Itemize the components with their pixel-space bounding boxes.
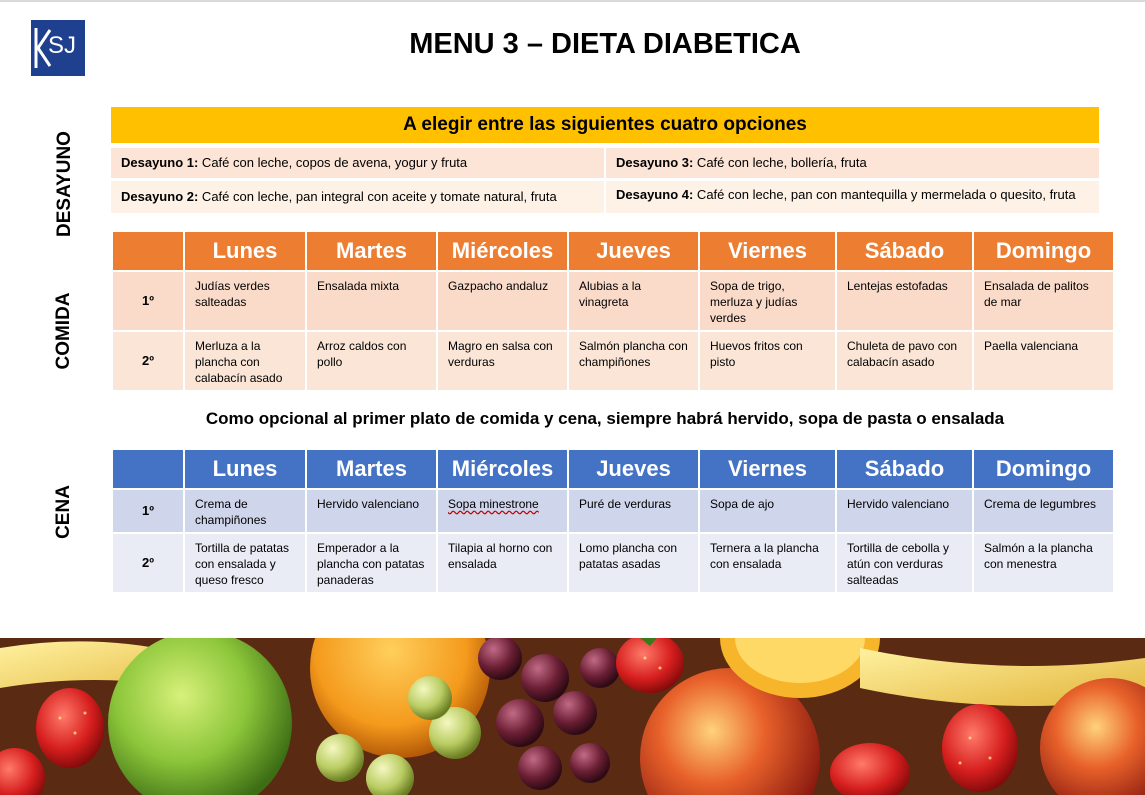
day-header-sabado: Sábado (837, 450, 972, 488)
breakfast-option-4 (606, 181, 1099, 213)
breakfast-option-label: Desayuno 3: (616, 155, 694, 170)
day-header-martes: Martes (307, 450, 436, 488)
breakfast-option-text: Café con leche, pan con mantequilla y mermelada o quesito, fruta (693, 187, 1076, 202)
dish-cell: Ensalada de palitos de mar (974, 272, 1113, 330)
dish-cell: Emperador a la plancha con patatas panaderas (307, 534, 436, 592)
day-header-domingo: Domingo (974, 232, 1113, 270)
table-row (113, 272, 1113, 330)
dish-cell: Merluza a la plancha con calabacín asado (185, 332, 305, 390)
dish-cell (438, 490, 567, 532)
breakfast-option-3 (606, 148, 1099, 178)
breakfast-option-label: Desayuno 1: (121, 155, 199, 170)
dish-cell: Ternera a la plancha con ensalada (700, 534, 835, 592)
dish-cell: Chuleta de pavo con calabacín asado (837, 332, 972, 390)
dish-cell: Tortilla de patatas con ensalada y queso fresco (185, 534, 305, 592)
day-header-viernes: Viernes (700, 450, 835, 488)
dish-text: Sopa minestrone (448, 497, 539, 511)
dish-cell: Crema de legumbres (974, 490, 1113, 532)
day-header-domingo: Domingo (974, 450, 1113, 488)
day-header-lunes: Lunes (185, 450, 305, 488)
table-row (113, 534, 1113, 592)
side-label-desayuno: DESAYUNO (54, 131, 75, 237)
dish-cell: Hervido valenciano (307, 490, 436, 532)
dish-cell: Salmón plancha con champiñones (569, 332, 698, 390)
dish-cell: Tilapia al horno con ensalada (438, 534, 567, 592)
dish-cell: Lentejas estofadas (837, 272, 972, 330)
dish-cell: Crema de champiñones (185, 490, 305, 532)
lunch-table (111, 230, 1115, 392)
breakfast-header: A elegir entre las siguientes cuatro opciones (111, 107, 1099, 143)
dish-cell: Sopa de ajo (700, 490, 835, 532)
dish-cell: Puré de verduras (569, 490, 698, 532)
side-label-cena: CENA (53, 485, 74, 539)
dish-cell: Judías verdes salteadas (185, 272, 305, 330)
course-label: 1º (113, 490, 183, 532)
breakfast-option-1 (111, 148, 604, 178)
dish-cell: Huevos fritos con pisto (700, 332, 835, 390)
day-header-viernes: Viernes (700, 232, 835, 270)
day-header-jueves: Jueves (569, 232, 698, 270)
course-label: 1º (113, 272, 183, 330)
lunch-corner-cell (113, 232, 183, 270)
dish-cell: Gazpacho andaluz (438, 272, 567, 330)
dish-cell: Ensalada mixta (307, 272, 436, 330)
dish-cell: Lomo plancha con patatas asadas (569, 534, 698, 592)
table-row (113, 332, 1113, 390)
dinner-corner-cell (113, 450, 183, 488)
dish-cell: Salmón a la plancha con menestra (974, 534, 1113, 592)
optional-note: Como opcional al primer plato de comida y cena, siempre habrá hervido, sopa de pasta o ensalada (205, 409, 1005, 428)
breakfast-option-label: Desayuno 2: (121, 189, 199, 204)
day-header-sabado: Sábado (837, 232, 972, 270)
page-title: MENU 3 – DIETA DIABETICA (409, 28, 801, 60)
logo-text: SJ (48, 32, 77, 59)
day-header-miercoles: Miércoles (438, 232, 567, 270)
dinner-header-row (113, 450, 1113, 488)
dish-cell: Paella valenciana (974, 332, 1113, 390)
dish-cell: Tortilla de cebolla y atún con verduras salteadas (837, 534, 972, 592)
breakfast-option-text: Café con leche, bollería, fruta (693, 155, 867, 170)
day-header-jueves: Jueves (569, 450, 698, 488)
side-label-comida: COMIDA (53, 292, 74, 370)
day-header-miercoles: Miércoles (438, 450, 567, 488)
dish-cell: Sopa de trigo, merluza y judías verdes (700, 272, 835, 330)
table-row (113, 490, 1113, 532)
top-rule (0, 0, 1145, 2)
dish-cell: Hervido valenciano (837, 490, 972, 532)
breakfast-option-2 (111, 181, 604, 213)
dish-cell: Arroz caldos con pollo (307, 332, 436, 390)
breakfast-option-text: Café con leche, copos de avena, yogur y fruta (198, 155, 468, 170)
course-label: 2º (113, 332, 183, 390)
course-label: 2º (113, 534, 183, 592)
breakfast-option-label: Desayuno 4: (616, 187, 694, 202)
fruit-image (0, 638, 1145, 795)
day-header-lunes: Lunes (185, 232, 305, 270)
lunch-header-row (113, 232, 1113, 270)
fruit-photo-banner (0, 638, 1145, 795)
dinner-table (111, 448, 1115, 594)
dish-cell: Alubias a la vinagreta (569, 272, 698, 330)
breakfast-option-text: Café con leche, pan integral con aceite y tomate natural, fruta (198, 189, 557, 204)
dish-cell: Magro en salsa con verduras (438, 332, 567, 390)
day-header-martes: Martes (307, 232, 436, 270)
